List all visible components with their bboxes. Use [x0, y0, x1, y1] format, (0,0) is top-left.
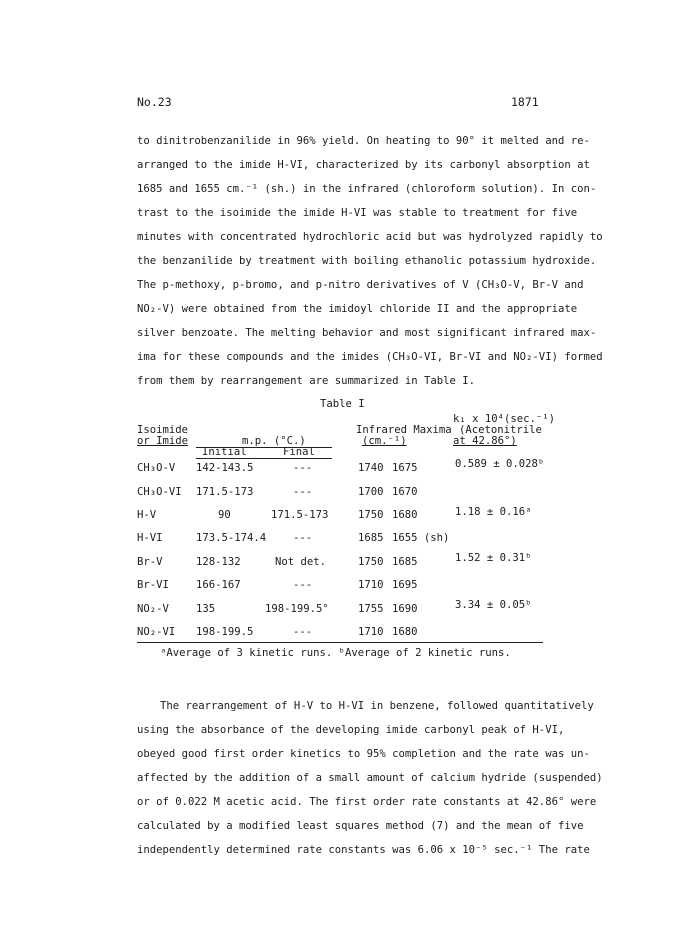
- text-line: ima for these compounds and the imides (CH₃O-VI, Br-VI and NO₂-VI) formed: [137, 351, 603, 363]
- text-line: using the absorbance of the developing imide carbonyl peak of H-VI,: [137, 724, 565, 736]
- mp-subheader-rule: [196, 458, 332, 459]
- k-header-line2: (Acetonitrile: [459, 424, 542, 436]
- mp-header: m.p. (°C.): [242, 435, 306, 447]
- k-header-line1: k₁ x 10⁴(sec.⁻¹): [453, 413, 556, 425]
- text-line: trast to the isoimide the imide H-VI was stable to treatment for five: [137, 207, 578, 219]
- cell-ir-1: 1710: [358, 579, 384, 591]
- cell-ir-2: 1690: [392, 603, 418, 615]
- table-title: Table I: [320, 398, 365, 410]
- cell-mp-initial: 171.5-173: [196, 486, 254, 498]
- cell-ir-1: 1710: [358, 626, 384, 638]
- text-line: arranged to the imide H-VI, characterized by its carbonyl absorption at: [137, 159, 590, 171]
- text-line: or of 0.022 M acetic acid. The first order rate constants at 42.86° were: [137, 796, 597, 808]
- text-line: minutes with concentrated hydrochloric acid but was hydrolyzed rapidly to: [137, 231, 603, 243]
- text-line: silver benzoate. The melting behavior and most significant infrared max-: [137, 327, 597, 339]
- cell-compound: H-V: [137, 509, 157, 521]
- cell-ir-1: 1740: [358, 462, 384, 474]
- cell-mp-final: Not det.: [275, 556, 327, 568]
- cell-compound: CH₃O-V: [137, 462, 176, 474]
- text-line: the benzanilide by treatment with boiling ethanolic potassium hydroxide.: [137, 255, 597, 267]
- journal-issue-number: No.23: [137, 95, 172, 109]
- cell-mp-initial: 198-199.5: [196, 626, 254, 638]
- cell-compound: NO₂-V: [137, 603, 169, 615]
- cell-compound: Br-VI: [137, 579, 169, 591]
- text-line: The rearrangement of H-V to H-VI in benzene, followed quantitatively: [160, 700, 594, 712]
- cell-ir-1: 1750: [358, 509, 384, 521]
- text-line: to dinitrobenzanilide in 96% yield. On heating to 90° it melted and re-: [137, 135, 590, 147]
- mp-initial-header: Initial: [202, 446, 247, 458]
- cell-ir-2: 1655 (sh): [392, 532, 450, 544]
- cell-mp-initial: 135: [196, 603, 216, 615]
- compound-header-line2: or Imide: [137, 435, 189, 447]
- cell-mp-final: ---: [293, 486, 313, 498]
- cell-ir-2: 1695: [392, 579, 418, 591]
- text-line: affected by the addition of a small amount of calcium hydride (suspended): [137, 772, 603, 784]
- cell-ir-2: 1675: [392, 462, 418, 474]
- cell-rate-constant: 1.18 ± 0.16ᵃ: [455, 506, 532, 518]
- cell-compound: Br-V: [137, 556, 163, 568]
- cell-mp-initial: 90: [218, 509, 231, 521]
- text-line: calculated by a modified least squares method (7) and the mean of five: [137, 820, 584, 832]
- cell-compound: CH₃O-VI: [137, 486, 182, 498]
- cell-rate-constant: 3.34 ± 0.05ᵇ: [455, 599, 532, 611]
- cell-ir-2: 1680: [392, 626, 418, 638]
- text-line: NO₂-V) were obtained from the imidoyl chloride II and the appropriate: [137, 303, 578, 315]
- cell-ir-1: 1750: [358, 556, 384, 568]
- cell-mp-final: ---: [293, 532, 313, 544]
- text-line: The p-methoxy, p-bromo, and p-nitro derivatives of V (CH₃O-V, Br-V and: [137, 279, 584, 291]
- cell-mp-final: ---: [293, 579, 313, 591]
- cell-mp-final: 198-199.5°: [265, 603, 329, 615]
- cell-mp-final: 171.5-173: [271, 509, 329, 521]
- cell-ir-1: 1685: [358, 532, 384, 544]
- text-line: from them by rearrangement are summarized in Table I.: [137, 375, 476, 387]
- table-footnote: ᵃAverage of 3 kinetic runs. ᵇAverage of 2 kinetic runs.: [160, 647, 511, 659]
- text-line: independently determined rate constants was 6.06 x 10⁻⁵ sec.⁻¹ The rate: [137, 844, 590, 856]
- cell-ir-1: 1700: [358, 486, 384, 498]
- ir-header-line1: Infrared Maxima: [356, 424, 452, 436]
- cell-rate-constant: 0.589 ± 0.028ᵇ: [455, 458, 545, 470]
- page-number: 1871: [511, 95, 539, 109]
- text-line: 1685 and 1655 cm.⁻¹ (sh.) in the infrared (chloroform solution). In con-: [137, 183, 597, 195]
- cell-mp-initial: 173.5-174.4: [196, 532, 267, 544]
- mp-final-header: Final: [283, 446, 315, 458]
- cell-compound: H-VI: [137, 532, 163, 544]
- cell-ir-2: 1680: [392, 509, 418, 521]
- cell-ir-2: 1685: [392, 556, 418, 568]
- cell-compound: NO₂-VI: [137, 626, 176, 638]
- cell-mp-final: ---: [293, 626, 313, 638]
- cell-ir-1: 1755: [358, 603, 384, 615]
- cell-mp-final: ---: [293, 462, 313, 474]
- text-line: obeyed good first order kinetics to 95% completion and the rate was un-: [137, 748, 590, 760]
- table-bottom-rule: [137, 642, 543, 643]
- k-header-line3: at 42.86°): [453, 435, 517, 447]
- cell-mp-initial: 142-143.5: [196, 462, 254, 474]
- cell-rate-constant: 1.52 ± 0.31ᵇ: [455, 552, 532, 564]
- cell-ir-2: 1670: [392, 486, 418, 498]
- compound-header-line1: Isoimide: [137, 424, 189, 436]
- cell-mp-initial: 166-167: [196, 579, 241, 591]
- cell-mp-initial: 128-132: [196, 556, 241, 568]
- ir-header-line2: (cm.⁻¹): [362, 435, 407, 447]
